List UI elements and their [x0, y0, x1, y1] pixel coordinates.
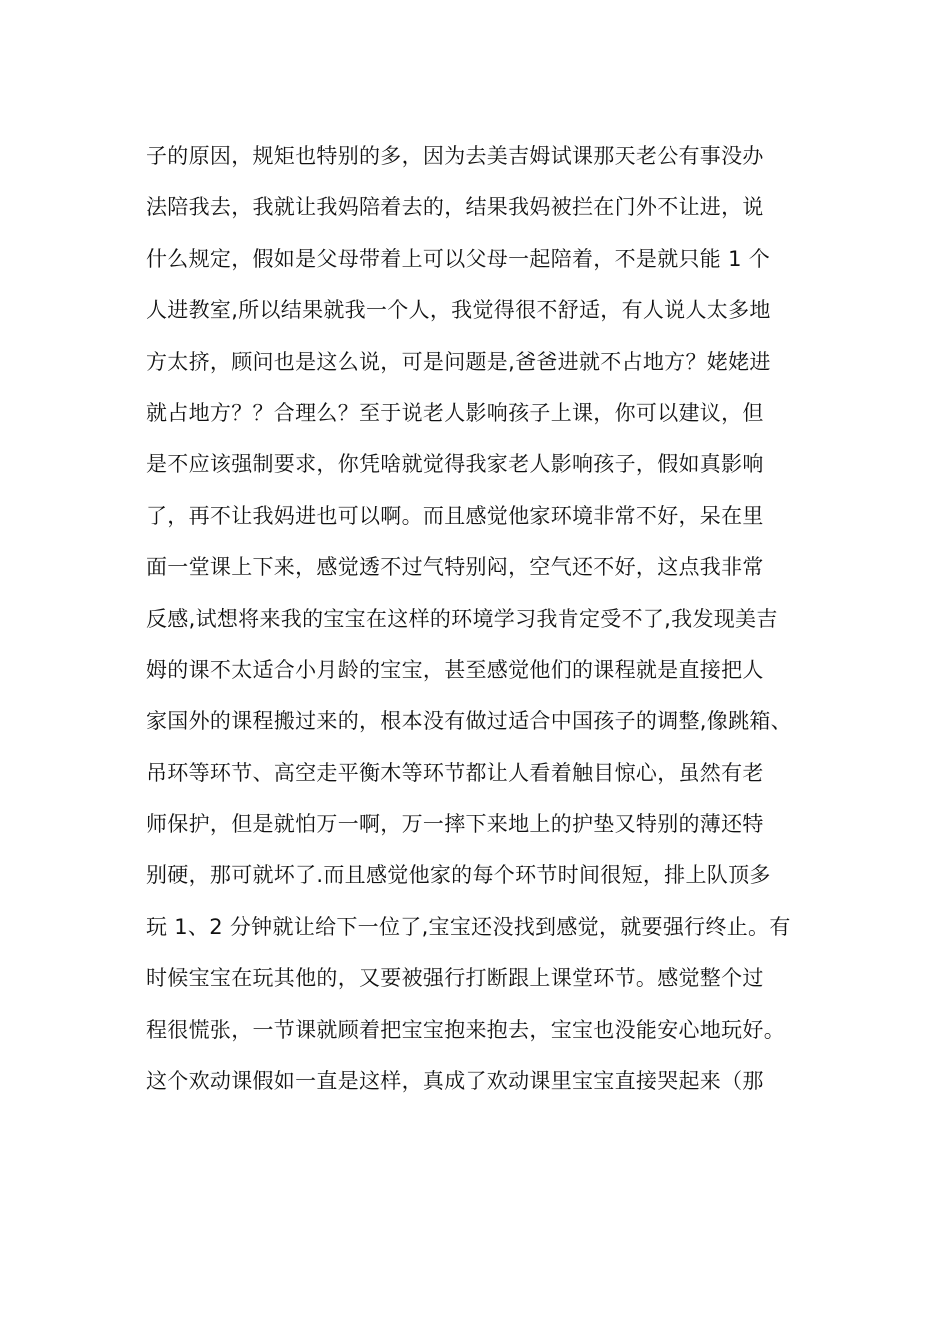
text-line: 就占地方？？合理么？至于说老人影响孩子上课，你可以建议，但	[146, 400, 764, 425]
text-line: 是不应该强制要求，你凭啥就觉得我家老人影响孩子，假如真影响	[146, 452, 764, 477]
text-line: 时候宝宝在玩其他的，又要被强行打断跟上课堂环节。感觉整个过	[146, 966, 764, 991]
text-line: 子的原因，规矩也特别的多，因为去美吉姆试课那天老公有事没办	[146, 144, 764, 168]
text-line: 反感,试想将来我的宝宝在这样的环境学习我肯定受不了,我发现美吉	[146, 606, 778, 631]
text-line: 了，再不让我妈进也可以啊。而且感觉他家环境非常不好，呆在里	[146, 503, 764, 528]
text-line: 面一堂课上下来，感觉透不过气特别闷，空气还不好，这点我非常	[146, 555, 764, 580]
text-line: 什么规定，假如是父母带着上可以父母一起陪着，不是就只能 1 个	[146, 246, 771, 271]
body-text	[146, 131, 826, 1107]
text-line: 方太挤，顾问也是这么说，可是问题是,爸爸进就不占地方？姥姥进	[146, 349, 771, 374]
text-line: 师保护，但是就怕万一啊，万一摔下来地上的护垫又特别的薄还特	[146, 812, 764, 837]
text-line: 法陪我去，我就让我妈陪着去的，结果我妈被拦在门外不让进，说	[146, 195, 764, 220]
text-line: 家国外的课程搬过来的，根本没有做过适合中国孩子的调整,像跳箱、	[146, 709, 792, 734]
text-line: 这个欢动课假如一直是这样，真成了欢动课里宝宝直接哭起来（那	[146, 1069, 764, 1094]
text-line: 人进教室,所以结果就我一个人，我觉得很不舒适，有人说人太多地	[146, 298, 771, 323]
text-line: 玩 1、2 分钟就让给下一位了,宝宝还没找到感觉，就要强行终止。有	[146, 914, 791, 939]
text-line: 姆的课不太适合小月龄的宝宝，甚至感觉他们的课程就是直接把人	[146, 657, 764, 682]
text-line: 程很慌张，一节课就顾着把宝宝抱来抱去，宝宝也没能安心地玩好。	[146, 1017, 785, 1042]
text-line: 别硬，那可就坏了.而且感觉他家的每个环节时间很短，排上队顶多	[146, 863, 771, 888]
text-line: 吊环等环节、高空走平衡木等环节都让人看着触目惊心，虽然有老	[146, 760, 764, 785]
